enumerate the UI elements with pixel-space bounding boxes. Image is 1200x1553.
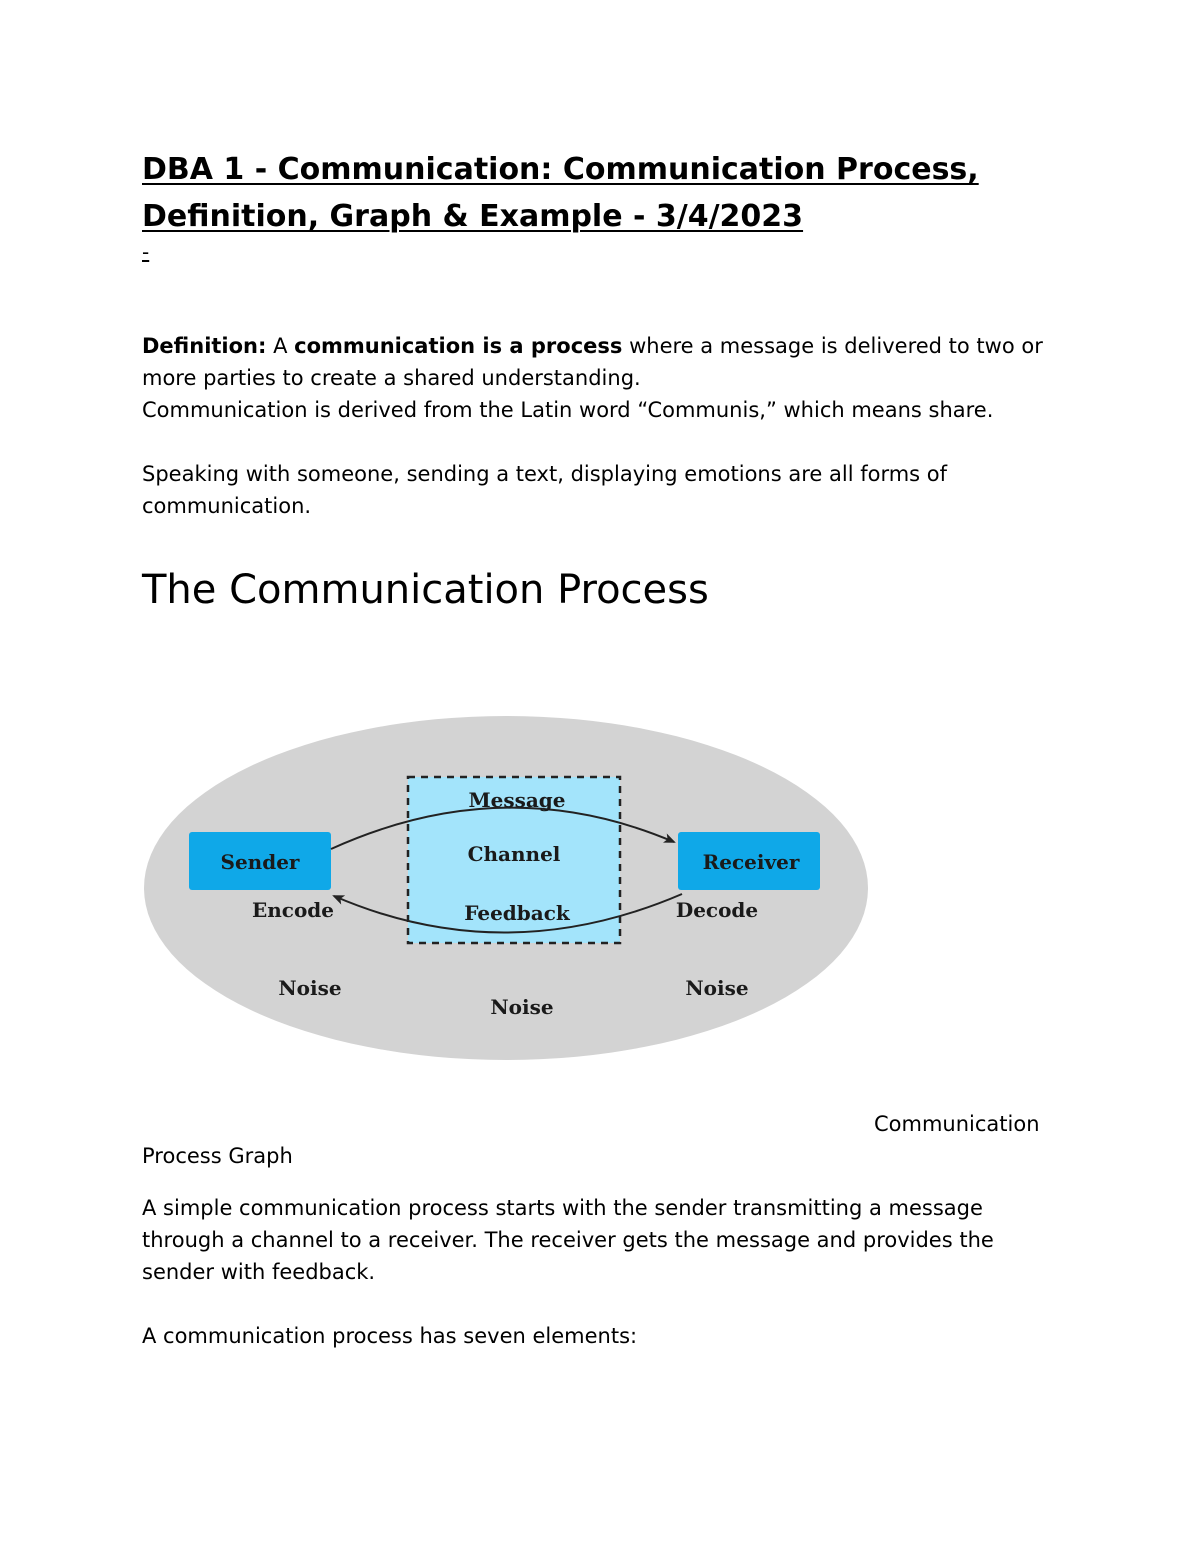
noise-right-label: Noise	[685, 976, 749, 1000]
caption-line-2: Process Graph	[142, 1144, 293, 1168]
channel-label: Channel	[467, 842, 561, 866]
definition-rest: where a message is delivered to two or more parties to create a shared understanding.	[142, 334, 1043, 390]
decode-label: Decode	[675, 898, 759, 922]
simple-process-paragraph: A simple communication process starts with the sender transmitting a message through a channel to a receiver. The receiver gets the message and provides the sender with feedback.	[142, 1196, 994, 1284]
sender-label: Sender	[220, 850, 300, 874]
communication-process-diagram	[140, 710, 880, 1070]
encode-label: Encode	[251, 898, 335, 922]
definition-lead: A	[266, 334, 295, 358]
noise-left-label: Noise	[278, 976, 342, 1000]
definition-label: Definition:	[142, 334, 267, 358]
definition-paragraph	[142, 330, 1062, 394]
dash-link[interactable]: -	[142, 240, 150, 264]
receiver-label: Receiver	[702, 850, 800, 874]
feedback-label: Feedback	[464, 901, 570, 925]
forms-paragraph: Speaking with someone, sending a text, displaying emotions are all forms of communication.	[142, 462, 948, 518]
noise-center-label: Noise	[490, 995, 554, 1019]
elements-intro-paragraph: A communication process has seven elements:	[142, 1324, 638, 1348]
document-title: DBA 1 - Communication: Communication Process, Definition, Graph & Example - 3/4/2023	[142, 152, 979, 234]
message-label: Message	[468, 788, 566, 812]
caption-line-1: Communication	[874, 1112, 1040, 1136]
section-heading: The Communication Process	[142, 567, 709, 613]
latin-origin-paragraph: Communication is derived from the Latin word “Communis,” which means share.	[142, 398, 994, 422]
definition-bold-phrase: communication is a process	[294, 334, 623, 358]
